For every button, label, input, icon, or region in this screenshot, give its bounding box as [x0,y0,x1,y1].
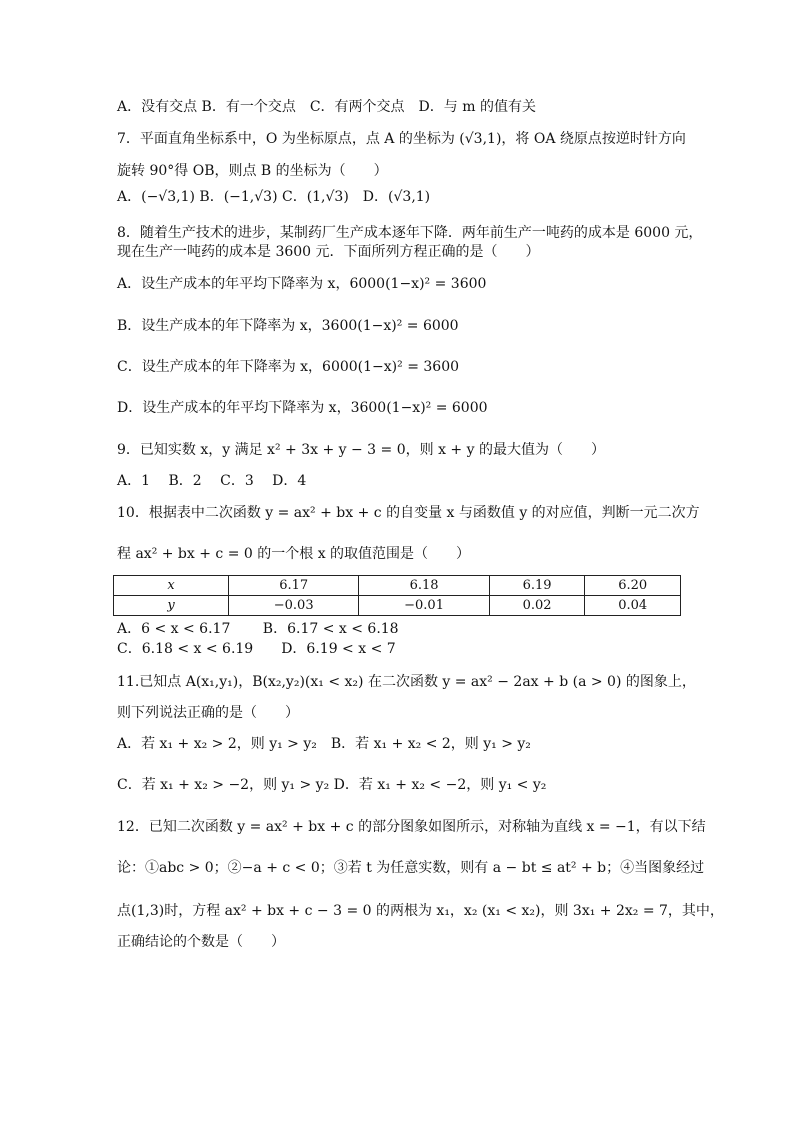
q10-stem-line2: 程 ax² + bx + c = 0 的一个根 x 的取值范围是（ ） [117,546,471,562]
table-cell: 0.04 [585,596,681,616]
table-header-x: x [114,576,229,596]
table-cell: 6.17 [229,576,359,596]
q7-options: A．(−√3,1) B．(−1,√3) C．(1,√3) D．(√3,1) [117,189,431,205]
q8-option-a: A．设生产成本的年平均下降率为 x，6000(1−x)² = 3600 [117,276,487,292]
table-cell: −0.01 [359,596,489,616]
q10-options-cd: C．6.18 < x < 6.19 D．6.19 < x < 7 [117,641,396,657]
q8-stem-line1: 8．随着生产技术的进步，某制药厂生产成本逐年下降．两年前生产一吨药的成本是 6000 元， [117,225,703,241]
value-table [113,575,681,616]
q9-stem: 9．已知实数 x，y 满足 x² + 3x + y − 3 = 0，则 x + y 的最大值为（ ） [117,442,605,458]
table-row-x [114,576,681,596]
table-cell: −0.03 [229,596,359,616]
table-header-y: y [114,596,229,616]
q11-stem-line2: 则下列说法正确的是（ ） [117,705,299,721]
q9-options: A．1 B．2 C．3 D．4 [117,473,307,489]
q11-options-ab: A．若 x₁ + x₂ > 2，则 y₁ > y₂ B．若 x₁ + x₂ < 2，则 y₁ > y₂ [117,736,531,752]
table-cell: 6.20 [585,576,681,596]
q12-stem-line3: 点(1,3)时，方程 ax² + bx + c − 3 = 0 的两根为 x₁，x₂ (x₁ < x₂)，则 3x₁ + 2x₂ = 7，其中， [117,903,724,919]
q12-stem-line1: 12．已知二次函数 y = ax² + bx + c 的部分图象如图所示，对称轴为直线 x = −1，有以下结 [117,819,706,835]
q11-options-cd: C．若 x₁ + x₂ > −2，则 y₁ > y₂ D．若 x₁ + x₂ < −2，则 y₁ < y₂ [117,777,547,793]
q10-stem-line1: 10．根据表中二次函数 y = ax² + bx + c 的自变量 x 与函数值 y 的对应值，判断一元二次方 [117,505,700,521]
q8-option-b: B．设生产成本的年下降率为 x，3600(1−x)² = 6000 [117,318,459,334]
q8-option-c: C．设生产成本的年下降率为 x，6000(1−x)² = 3600 [117,359,460,375]
q6-options: A．没有交点 B．有一个交点 C．有两个交点 D．与 m 的值有关 [117,99,536,115]
q7-stem-line1: 7．平面直角坐标系中，O 为坐标原点，点 A 的坐标为 (√3,1)，将 OA 绕原点按逆时针方向 [117,131,686,147]
q8-stem-line2: 现在生产一吨药的成本是 3600 元．下面所列方程正确的是（ ） [117,244,540,260]
q7-stem-line2: 旋转 90°得 OB，则点 B 的坐标为（ ） [117,163,388,179]
q12-stem-line2: 论：①abc > 0；②−a + c < 0；③若 t 为任意实数，则有 a − bt ≤ at² + b；④当图象经过 [117,860,705,876]
q11-stem-line1: 11.已知点 A(x₁,y₁)，B(x₂,y₂)(x₁ < x₂) 在二次函数 y = ax² − 2ax + b (a > 0) 的图象上， [117,674,696,690]
table-cell: 0.02 [489,596,585,616]
table-cell: 6.19 [489,576,585,596]
table-cell: 6.18 [359,576,489,596]
q12-stem-line4: 正确结论的个数是（ ） [117,934,285,950]
q10-options-ab: A．6 < x < 6.17 B．6.17 < x < 6.18 [117,621,399,637]
q8-option-d: D．设生产成本的年平均下降率为 x，3600(1−x)² = 6000 [117,400,488,416]
table-row-y [114,596,681,616]
